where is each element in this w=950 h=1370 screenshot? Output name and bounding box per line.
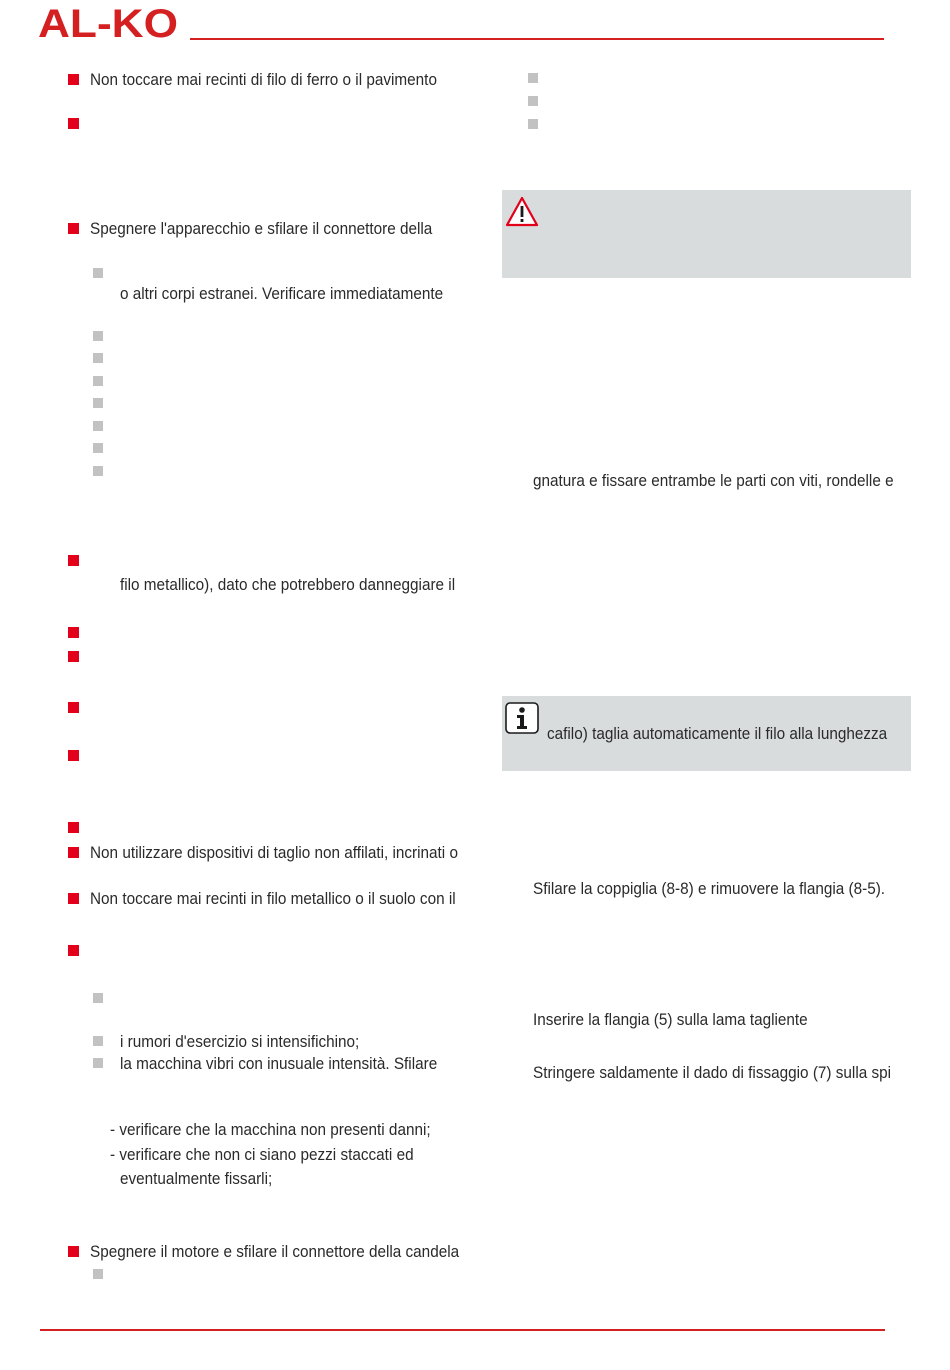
- text-line: eventualmente fissarli;: [120, 1169, 273, 1188]
- sub-bullet: [93, 1058, 103, 1068]
- text-line: Non utilizzare dispositivi di taglio non affilati, incrinati o: [90, 843, 458, 862]
- sub-bullet: [93, 443, 103, 453]
- bullet: [68, 1246, 79, 1257]
- footer-rule: [40, 1329, 885, 1331]
- info-box: [502, 696, 911, 771]
- text-line: gnatura e fissare entrambe le parti con viti, rondelle e: [533, 471, 894, 490]
- sub-bullet: [93, 353, 103, 363]
- text-line: Spegnere l'apparecchio e sfilare il connettore della: [90, 219, 433, 238]
- sub-bullet: [93, 1269, 103, 1279]
- text-line: la macchina vibri con inusuale intensità. Sfilare: [120, 1054, 438, 1073]
- text-line: Spegnere il motore e sfilare il connettore della candela: [90, 1242, 460, 1261]
- logo-text: AL-KO: [38, 4, 178, 40]
- sub-bullet: [93, 1036, 103, 1046]
- sub-bullet: [93, 466, 103, 476]
- text-line: Stringere saldamente il dado di fissaggio (7) sulla spi: [533, 1063, 892, 1082]
- sub-bullet: [93, 331, 103, 341]
- text-line: Non toccare mai recinti in filo metallico o il suolo con il: [90, 889, 456, 908]
- bullet: [68, 893, 79, 904]
- text-line: i rumori d'esercizio si intensifichino;: [120, 1032, 360, 1051]
- warning-triangle-icon: [505, 196, 539, 228]
- bullet: [68, 945, 79, 956]
- al-ko-logo: [38, 4, 180, 40]
- warning-box: [502, 190, 911, 278]
- sub-bullet: [93, 376, 103, 386]
- text-line: Sfilare la coppiglia (8-8) e rimuovere la flangia (8-5).: [533, 879, 886, 898]
- text-line: - verificare che non ci siano pezzi staccati ed: [110, 1145, 414, 1164]
- sub-bullet: [528, 119, 538, 129]
- bullet: [68, 223, 79, 234]
- bullet: [68, 74, 79, 85]
- text-line: Non toccare mai recinti di filo di ferro o il pavimento: [90, 70, 437, 89]
- sub-bullet: [93, 993, 103, 1003]
- bullet: [68, 627, 79, 638]
- sub-bullet: [93, 268, 103, 278]
- text-line: Inserire la flangia (5) sulla lama tagliente: [533, 1010, 808, 1029]
- bullet: [68, 702, 79, 713]
- bullet: [68, 750, 79, 761]
- bullet: [68, 847, 79, 858]
- bullet: [68, 118, 79, 129]
- bullet: [68, 822, 79, 833]
- bullet: [68, 555, 79, 566]
- sub-bullet: [93, 398, 103, 408]
- sub-bullet: [528, 73, 538, 83]
- bullet: [68, 651, 79, 662]
- sub-bullet: [93, 421, 103, 431]
- info-icon: [505, 702, 539, 734]
- info-text: cafilo) taglia automaticamente il filo alla lunghezza: [547, 724, 888, 743]
- header-rule: [190, 38, 884, 40]
- text-line: filo metallico), dato che potrebbero danneggiare il: [120, 575, 456, 594]
- text-line: - verificare che la macchina non presenti danni;: [110, 1120, 431, 1139]
- sub-bullet: [528, 96, 538, 106]
- text-line: o altri corpi estranei. Verificare immediatamente: [120, 284, 444, 303]
